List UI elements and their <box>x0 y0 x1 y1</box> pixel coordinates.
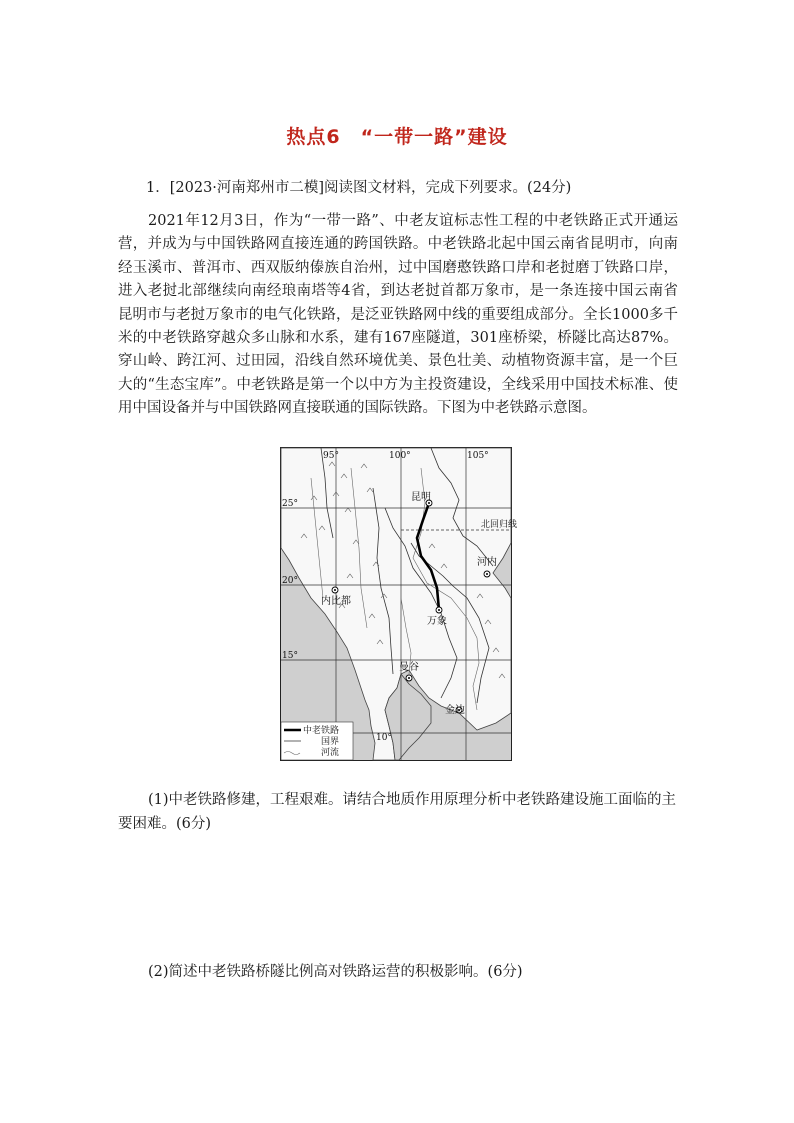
sub-question-2: (2)简述中老铁路桥隧比例高对铁路运营的积极影响。(6分) <box>148 964 523 980</box>
bangkok-label: 曼谷 <box>399 662 419 673</box>
lat-10-label: 10° <box>376 733 392 743</box>
map-legend <box>281 722 353 760</box>
railway-map <box>280 447 518 761</box>
hanoi-label: 河内 <box>477 557 497 568</box>
question-number: 1． <box>146 180 170 196</box>
phnompenh-label: 金边 <box>445 705 465 716</box>
question-header <box>146 176 571 197</box>
lat-25-label: 25° <box>282 499 298 509</box>
question-source: [2023·河南郑州市二模]阅读图文材料，完成下列要求。(24分) <box>169 180 572 196</box>
lon-100-label: 100° <box>389 451 411 461</box>
lat-20-label: 20° <box>282 576 298 586</box>
lon-95-label: 95° <box>323 451 339 461</box>
naypyidaw-label: 内比都 <box>321 596 351 607</box>
lat-15-label: 15° <box>282 651 298 661</box>
sub-question-1: (1)中老铁路修建，工程艰难。请结合地质作用原理分析中老铁路建设施工面临的主要困难。(6分) <box>118 792 677 832</box>
legend-river-label: 河流 <box>321 748 340 758</box>
lon-105-label: 105° <box>467 451 489 461</box>
material-text: 2021年12月3日，作为“一带一路”、中老友谊标志性工程的中老铁路正式开通运营，并成为与中国铁路网直接连通的跨国铁路。中老铁路北起中国云南省昆明市，向南经玉溪市、普洱市、西双版纳傣族自治州，过中国磨憨铁路口岸和老挝磨丁铁路口岸，进入老挝北部继续向南经琅南塔等4省，到达老挝首都万象市，是一条连接中国云南省昆明市与老挝万象市的电气化铁路，是泛亚铁路网中线的重要组成部分。全长1000多千米的中老铁路穿越众多山脉和水系，建有167座隧道，301座桥梁，桥隧比高达87%。穿山岭、跨江河、过田园，沿线自然环境优美、景色壮美、动植物资源丰富，是一个巨大的“生态宝库”。中老铁路是第一个以中方为主投资建设，全线采用中国技术标准、使用中国设备并与中国铁路网直接联通的国际铁路。下图为中老铁路示意图。 <box>118 213 678 417</box>
kunming-label: 昆明 <box>411 492 431 503</box>
page-title: 热点6 “一带一路”建设 <box>286 126 508 148</box>
vientiane-label: 万象 <box>427 616 447 627</box>
legend-railway-label: 中老铁路 <box>303 726 340 736</box>
material-paragraph <box>118 210 678 421</box>
map-svg <box>281 448 518 760</box>
tropic-label: 北回归线 <box>481 520 518 530</box>
legend-border-label: 国界 <box>321 737 340 747</box>
